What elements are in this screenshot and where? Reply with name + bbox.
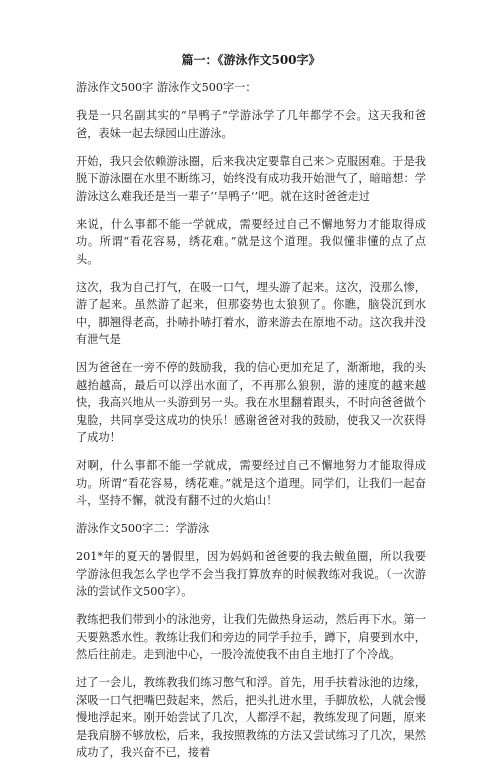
paragraph: 对啊，什么事都不能一学就成，需要经过自己不懈地努力才能取得成功。所谓“看花容易，绣花难。”就是这个道理。同学们，让我们一起奋斗，坚持不懈，就没有翻不过的火焰山！: [76, 459, 426, 507]
paragraph: 开始，我只会依赖游泳圈，后来我决定要靠自己来＞克服困难。于是我脱下游泳圈在水里不断练习，始终没有成功我开始泄气了，暗暗想：学游泳这么难我还是当一辈子‘’旱鸭子‘’吧。就在这时爸爸走过: [76, 154, 426, 203]
paragraph: 游泳作文500字 游泳作文500字一：: [76, 81, 257, 94]
paragraph: 教练把我们带到小的泳池旁，让我们先做热身运动，然后再下水。第一天要熟悉水性。教练让我们和旁边的同学手拉手，蹲下，肩要到水中，然后往前走。走到池中心，一股冷流使我不由自主地打了个冷战。: [76, 613, 426, 661]
paragraph: 这次，我为自己打气，在吸一口气，埋头游了起来。这次，没那么惨，游了起来。虽然游了起来，但那姿势也太狼狈了。你瞧，脑袋沉到水中，脚翘得老高，扑哧扑哧打着水，游来游去在原地不动。这次我并没有泄气是: [76, 280, 426, 346]
paragraph: 过了一会儿，教练教我们练习憋气和浮。首先，用手扶着泳池的边缘，深吸一口气把嘴巴鼓起来，然后，把头扎进水里，手脚放松，人就会慢慢地浮起来。刚开始尝试了几次，人都浮不起，教练发现了问题，原来是我肩膀不够放松，后来，我按照教练的方法又尝试练习了几次，果然成功了，我兴奋不已，接着: [76, 676, 426, 759]
paragraph: 来说，什么事都不能一学就成，需要经过自己不懈地努力才能取得成功。所谓“看花容易，绣花难。”就是这个道理。我似懂非懂的点了点头。: [76, 217, 426, 266]
document-title: 篇一：《游泳作文500字》: [181, 53, 321, 67]
paragraph: 201*年的夏天的暑假里，因为妈妈和爸爸要的我去鲅鱼圈，所以我要学游泳但我怎么学也学不会当我打算放弃的时候教练对我说。（一次游泳的尝试作文500字）。: [76, 550, 426, 598]
paragraph: 因为爸爸在一旁不停的鼓励我，我的信心更加充足了，渐渐地，我的头越抬越高，最后可以浮出水面了，不再那么狼狈，游的速度的越来越快，我高兴地从一头游到另一头。我在水里翻着跟头，不时向爸爸做个鬼脸，共同享受这成功的快乐！感谢爸爸对我的鼓励，使我又一次获得了成功！: [76, 361, 426, 444]
paragraph: 我是一只名副其实的“旱鸭子”学游泳学了几年都学不会。这天我和爸爸，表妹一起去绿园山庄游泳。: [76, 109, 426, 140]
paragraph: 游泳作文500字二：学游泳: [76, 522, 210, 535]
